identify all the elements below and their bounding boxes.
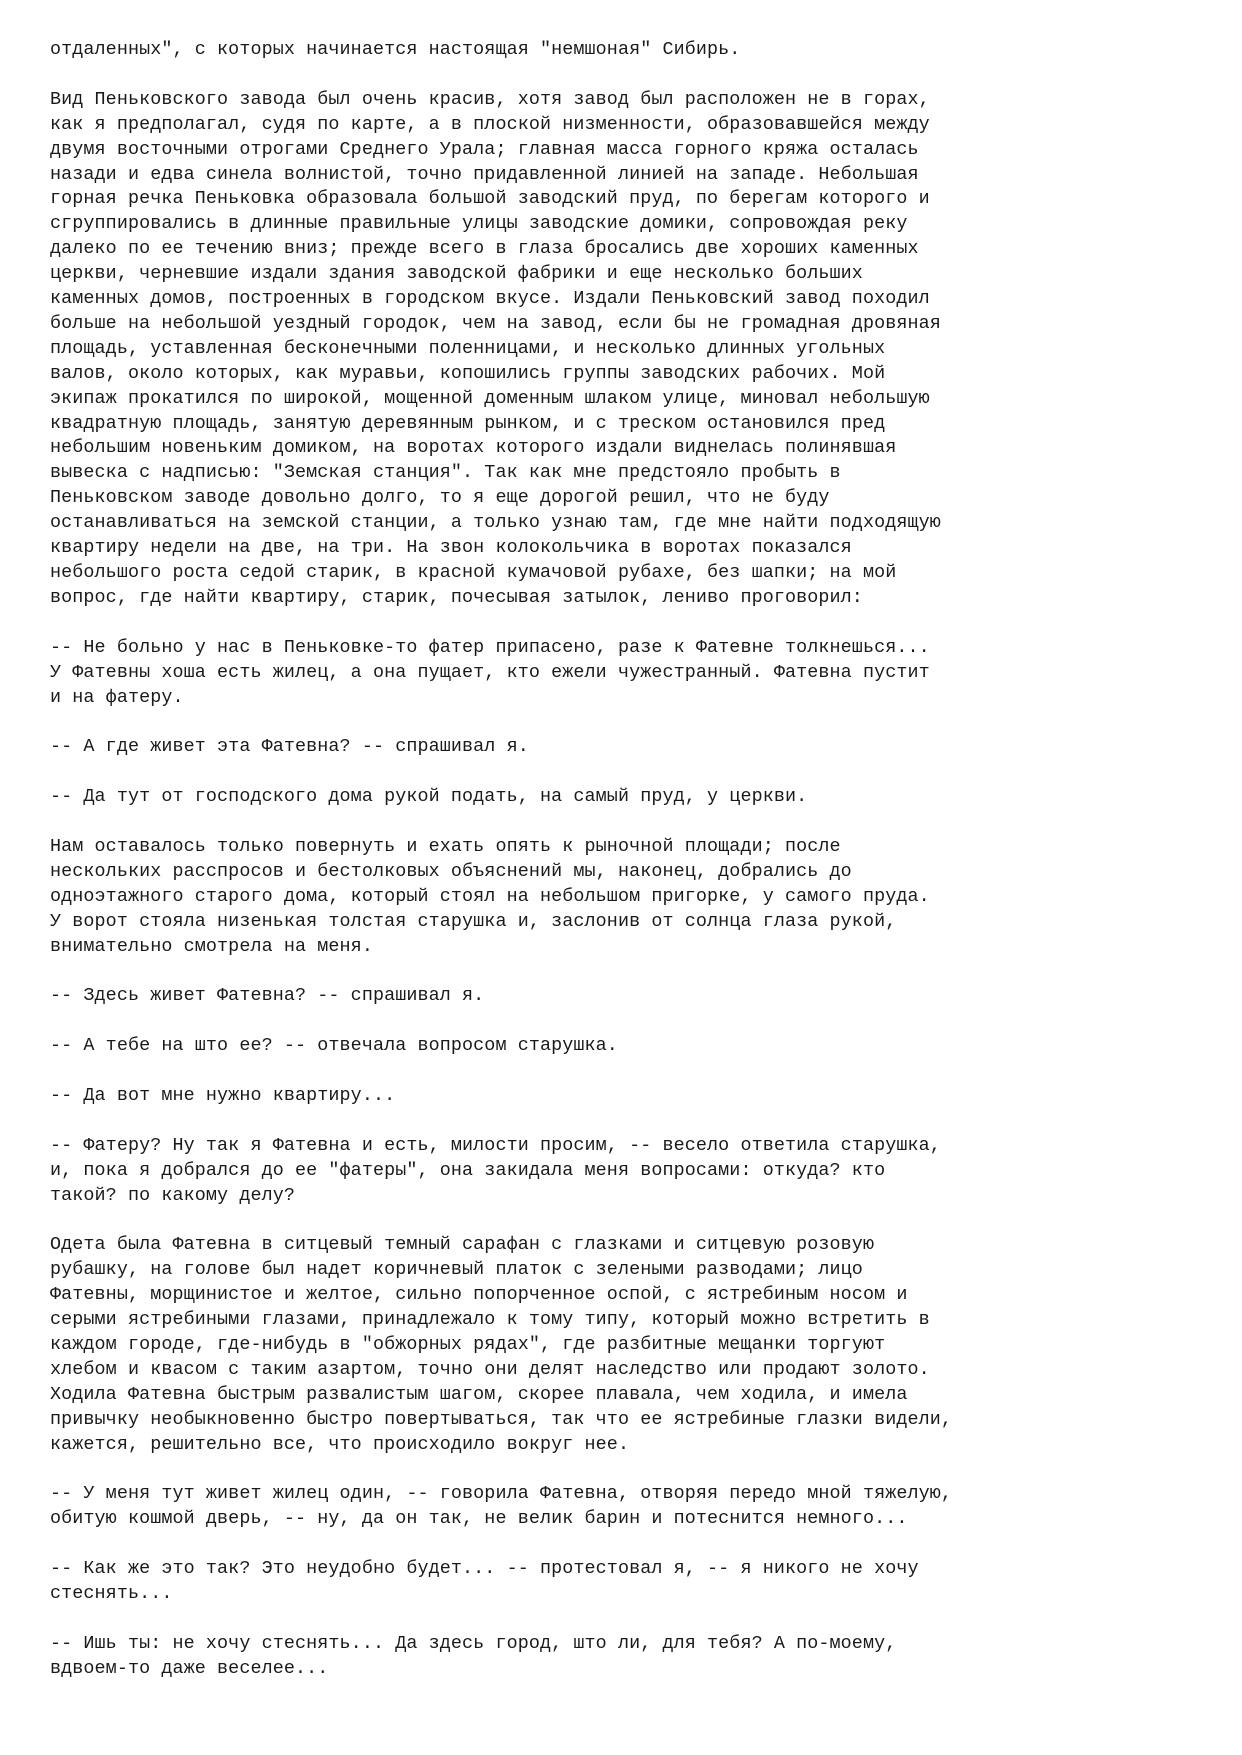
- paragraph: Одета была Фатевна в ситцевый темный сарафан с глазками и ситцевую розовую рубашку, на голове был надет коричневый платок с зелеными разводами; лицо Фатевны, морщинистое и желтое, сильно попорченное оспой, с ястребиным носом и серыми ястребиными глазами, принадлежало к тому типу, который можно встретить в каждом городе, где-нибудь в "обжорных рядах", где разбитные мещанки торгуют хлебом и квасом с таким азартом, точно они делят наследство или продают золото. Ходила Фатевна быстрым развалистым шагом, скорее плавала, чем ходила, и имела привычку необыкновенно быстро повертываться, так что ее ястребиные глазки видели, кажется, решительно все, что происходило вокруг нее.: [50, 1234, 953, 1455]
- paragraph: Нам оставалось только повернуть и ехать опять к рыночной площади; после нескольких расспросов и бестолковых объяснений мы, наконец, добрались до одноэтажного старого дома, который стоял на небольшом пригорке, у самого пруда. У ворот стояла низенькая толстая старушка и, заслонив от солнца глаза рукой, внимательно смотрела на меня.: [50, 835, 930, 957]
- paragraph: -- Фатеру? Ну так я Фатевна и есть, милости просим, -- весело ответила старушка, и, пока я добрался до ее "фатеры", она закидала меня вопросами: откуда? кто такой? по какому делу?: [50, 1134, 941, 1206]
- paragraph: отдаленных", с которых начинается настоящая "немшоная" Сибирь.: [50, 39, 741, 60]
- paragraph: -- А тебе на што ее? -- отвечала вопросом старушка.: [50, 1035, 618, 1057]
- document-page: [50, 38, 1200, 1682]
- paragraph: -- Да тут от господского дома рукой подать, на самый пруд, у церкви.: [50, 786, 808, 808]
- paragraph: -- У меня тут живет жилец один, -- говорила Фатевна, отворяя передо мной тяжелую, обитую кошмой дверь, -- ну, да он так, не велик барин и потеснится немного...: [50, 1483, 953, 1530]
- paragraph: -- А где живет эта Фатевна? -- спрашивал я.: [50, 736, 529, 758]
- paragraph: -- Ишь ты: не хочу стеснять... Да здесь город, што ли, для тебя? А по-моему, вдвоем-то даже веселее...: [50, 1632, 897, 1679]
- paragraph: -- Не больно у нас в Пеньковке-то фатер припасено, разе к Фатевне толкнешься... У Фатевны хоша есть жилец, а она пущает, кто ежели чужестранный. Фатевна пустит и на фатеру.: [50, 636, 930, 708]
- paragraph: -- Да вот мне нужно квартиру...: [50, 1084, 396, 1106]
- paragraph: Вид Пеньковского завода был очень красив, хотя завод был расположен не в горах, как я предполагал, судя по карте, а в плоской низменности, образовавшейся между двумя восточными отрогами Среднего Урала; главная масса горного кряжа осталась назади и едва синела волнистой, точно придавленной линией на западе. Небольшая горная речка Пеньковка образовала большой заводский пруд, по берегам которого и сгруппировались в длинные правильные улицы заводские домики, сопровождая реку далеко по ее течению вниз; прежде всего в глаза бросались две хороших каменных церкви, черневшие издали здания заводской фабрики и еще несколько больших каменных домов, построенных в городском вкусе. Издали Пеньковский завод походил больше на небольшой уездный городок, чем на завод, если бы не громадная дровяная площадь, уставленная бесконечными поленницами, и несколько длинных угольных валов, около которых, как муравьи, копошились группы заводских рабочих. Мой экипаж прокатился по широкой, мощенной доменным шлаком улице, миновал небольшую квадратную площадь, занятую деревянным рынком, и с треском остановился пред небольшим новеньким домиком, на воротах которого издали виднелась полинявшая вывеска с надписью: "Земская станция". Так как мне предстояло пробыть в Пеньковском заводе довольно долго, то я еще дорогой решил, что не буду останавливаться на земской станции, а только узнаю там, где мне найти подходящую квартиру недели на две, на три. На звон колокольчика в воротах показался небольшого роста седой старик, в красной кумачовой рубахе, без шапки; на мой вопрос, где найти квартиру, старик, почесывая затылок, лениво проговорил:: [50, 88, 941, 608]
- paragraph: -- Как же это так? Это неудобно будет... -- протестовал я, -- я никого не хочу стеснять...: [50, 1558, 919, 1604]
- paragraph: -- Здесь живет Фатевна? -- спрашивал я.: [50, 985, 485, 1007]
